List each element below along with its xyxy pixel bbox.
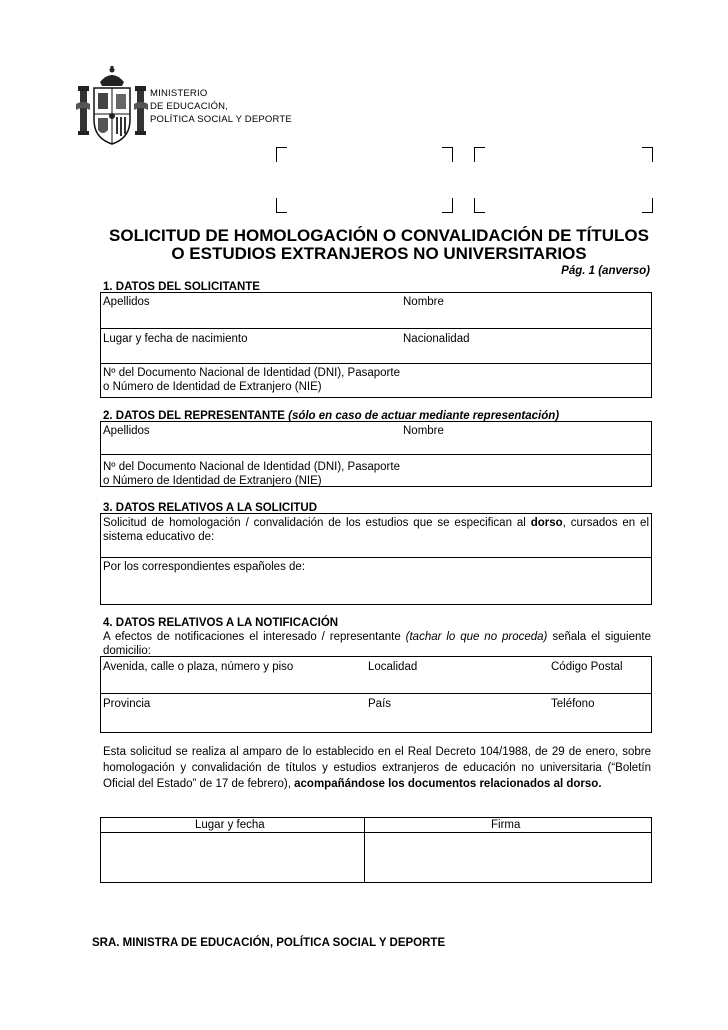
section-3-title: 3. DATOS RELATIVOS A LA SOLICITUD [103, 502, 318, 514]
section-2-title-text: 2. DATOS DEL REPRESENTANTE [103, 410, 285, 422]
applicant-birth-row[interactable] [101, 329, 651, 364]
place-date-label: Lugar y fecha [195, 819, 265, 831]
rep-surname-label: Apellidos [103, 425, 150, 437]
signature-field[interactable] [365, 833, 651, 882]
street-label: Avenida, calle o plaza, número y piso [103, 661, 294, 673]
address-row[interactable] [101, 657, 651, 694]
legal-notice [103, 744, 651, 792]
signature-box [100, 817, 652, 883]
section-2-title-note: (sólo en caso de actuar mediante representación) [288, 410, 560, 422]
rep-id-document-label-line-1: Nº del Documento Nacional de Identidad (DNI), Pasaporte [103, 461, 400, 473]
applicant-id-row[interactable] [101, 364, 651, 397]
ministry-line-3: POLÍTICA SOCIAL Y DEPORTE [150, 114, 292, 125]
addressee: SRA. MINISTRA DE EDUCACIÓN, POLÍTICA SOCIAL Y DEPORTE [92, 937, 446, 949]
surname-label: Apellidos [103, 296, 150, 308]
section-2-box [100, 421, 652, 487]
studies-origin-label [103, 516, 649, 544]
legal-notice-text: Esta solicitud se realiza al amparo de lo establecido en el Real Decreto 104/1988, de 29 de enero, sobre homologación y convalidación de títulos y estudios extranjeros de educación no universitaria (“Boletín Oficial del Estado” de 17 de febrero), [103, 746, 651, 790]
studies-origin-text-a: Solicitud de homologación / convalidación de los estudios que se especifican al [103, 517, 531, 529]
notification-intro [103, 630, 651, 658]
studies-origin-text-b: , cursados en el sistema educativo de: [103, 517, 649, 543]
section-1-title: 1. DATOS DEL SOLICITANTE [103, 281, 260, 293]
notification-intro-b: señala el siguiente domicilio: [103, 631, 651, 657]
representative-id-row[interactable] [101, 455, 651, 486]
section-3-box [100, 513, 652, 605]
page-indicator: Pág. 1 (anverso) [561, 265, 650, 277]
country-label: País [368, 698, 392, 710]
section-1-box [100, 292, 652, 398]
nationality-label: Nacionalidad [403, 333, 470, 345]
first-name-label: Nombre [403, 296, 444, 308]
province-label: Provincia [103, 698, 151, 710]
region-row[interactable] [101, 694, 651, 732]
notification-intro-a: A efectos de notificaciones el interesado / representante [103, 631, 406, 643]
section-4-box [100, 656, 652, 733]
birth-place-date-label: Lugar y fecha de nacimiento [103, 333, 248, 345]
coat-of-arms-icon [76, 64, 148, 148]
ministry-line-1: MINISTERIO [150, 88, 208, 99]
form-title-line-1: SOLICITUD DE HOMOLOGACIÓN O CONVALIDACIÓN DE TÍTULOS [109, 226, 649, 245]
city-label: Localidad [368, 661, 418, 673]
spanish-equivalent-label: Por los correspondientes españoles de: [103, 561, 306, 573]
legal-notice-bold: acompañándose los documentos relacionados al dorso. [294, 778, 602, 790]
ministry-line-2: DE EDUCACIÓN, [150, 101, 229, 112]
applicant-name-row[interactable] [101, 293, 651, 329]
place-date-field[interactable] [101, 833, 364, 882]
rep-id-document-label-line-2: o Número de Identidad de Extranjero (NIE) [103, 475, 322, 487]
representative-name-row[interactable] [101, 422, 651, 455]
id-document-label-line-2: o Número de Identidad de Extranjero (NIE) [103, 381, 322, 393]
spanish-equivalent-row[interactable] [101, 558, 651, 604]
rep-first-name-label: Nombre [403, 425, 444, 437]
ministry-name [150, 87, 292, 126]
signature-label: Firma [491, 819, 521, 831]
notification-intro-italic: (tachar lo que no proceda) [405, 631, 548, 643]
form-title-line-2: O ESTUDIOS EXTRANJEROS NO UNIVERSITARIOS [171, 244, 587, 263]
id-document-label-line-1: Nº del Documento Nacional de Identidad (DNI), Pasaporte [103, 367, 400, 379]
postal-code-label: Código Postal [551, 661, 623, 673]
phone-label: Teléfono [551, 698, 595, 710]
studies-origin-row[interactable] [101, 514, 651, 558]
studies-origin-text-bold: dorso [530, 517, 563, 529]
section-4-title: 4. DATOS RELATIVOS A LA NOTIFICACIÓN [103, 617, 339, 629]
